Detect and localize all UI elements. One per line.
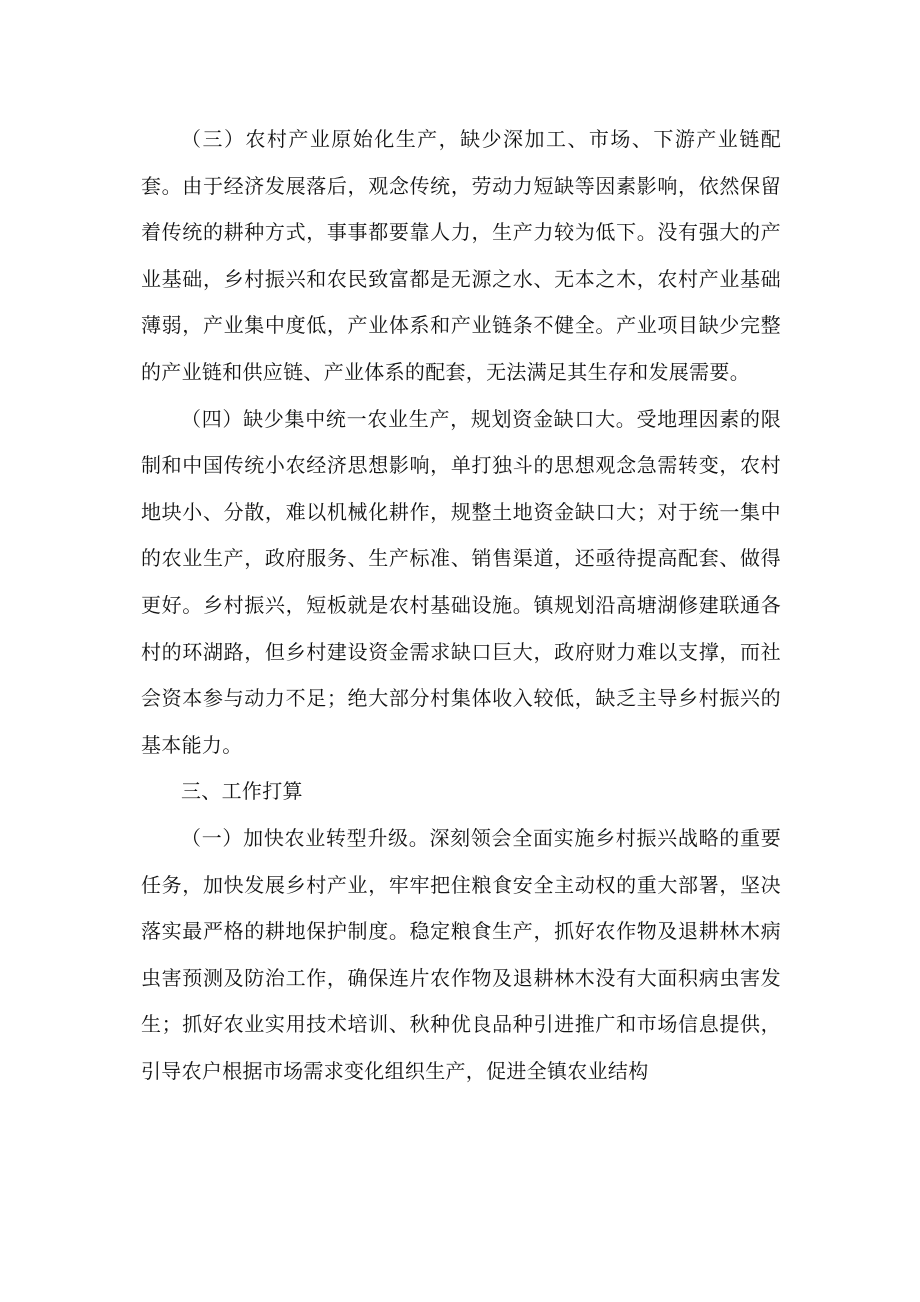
document-body bbox=[141, 116, 781, 1094]
paragraph-agricultural-production: （四）缺少集中统一农业生产，规划资金缺口大。受地理因素的限制和中国传统小农经济思想影响，单打独斗的思想观念急需转变，农村地块小、分散，难以机械化耕作，规整土地资金缺口大；对于统一集中的农业生产，政府服务、生产标准、销售渠道，还亟待提高配套、做得更好。乡村振兴，短板就是农村基础设施。镇规划沿高塘湖修建联通各村的环湖路，但乡村建设资金需求缺口巨大，政府财力难以支撑，而社会资本参与动力不足；绝大部分村集体收入较低，缺乏主导乡村振兴的基本能力。 bbox=[141, 406, 781, 757]
section-heading-work-plan: 三、工作打算 bbox=[181, 779, 303, 804]
paragraph-rural-industry: （三）农村产业原始化生产，缺少深加工、市场、下游产业链配套。由于经济发展落后，观念传统，劳动力短缺等因素影响，依然保留着传统的耕种方式，事事都要靠人力，生产力较为低下。没有强大的产业基础，乡村振兴和农民致富都是无源之水、无本之木，农村产业基础薄弱，产业集中度低，产业体系和产业链条不健全。产业项目缺少完整的产业链和供应链、产业体系的配套，无法满足其生存和发展需要。 bbox=[141, 127, 781, 384]
paragraph-agricultural-transformation: （一）加快农业转型升级。深刻领会全面实施乡村振兴战略的重要任务，加快发展乡村产业，牢牢把住粮食安全主动权的重大部署，坚决落实最严格的耕地保护制度。稳定粮食生产，抓好农作物及退耕林木病虫害预测及防治工作，确保连片农作物及退耕林木没有大面积病虫害发生；抓好农业实用技术培训、秋种优良品种引进推广和市场信息提供，引导农户根据市场需求变化组织生产，促进全镇农业结构 bbox=[141, 825, 781, 1083]
